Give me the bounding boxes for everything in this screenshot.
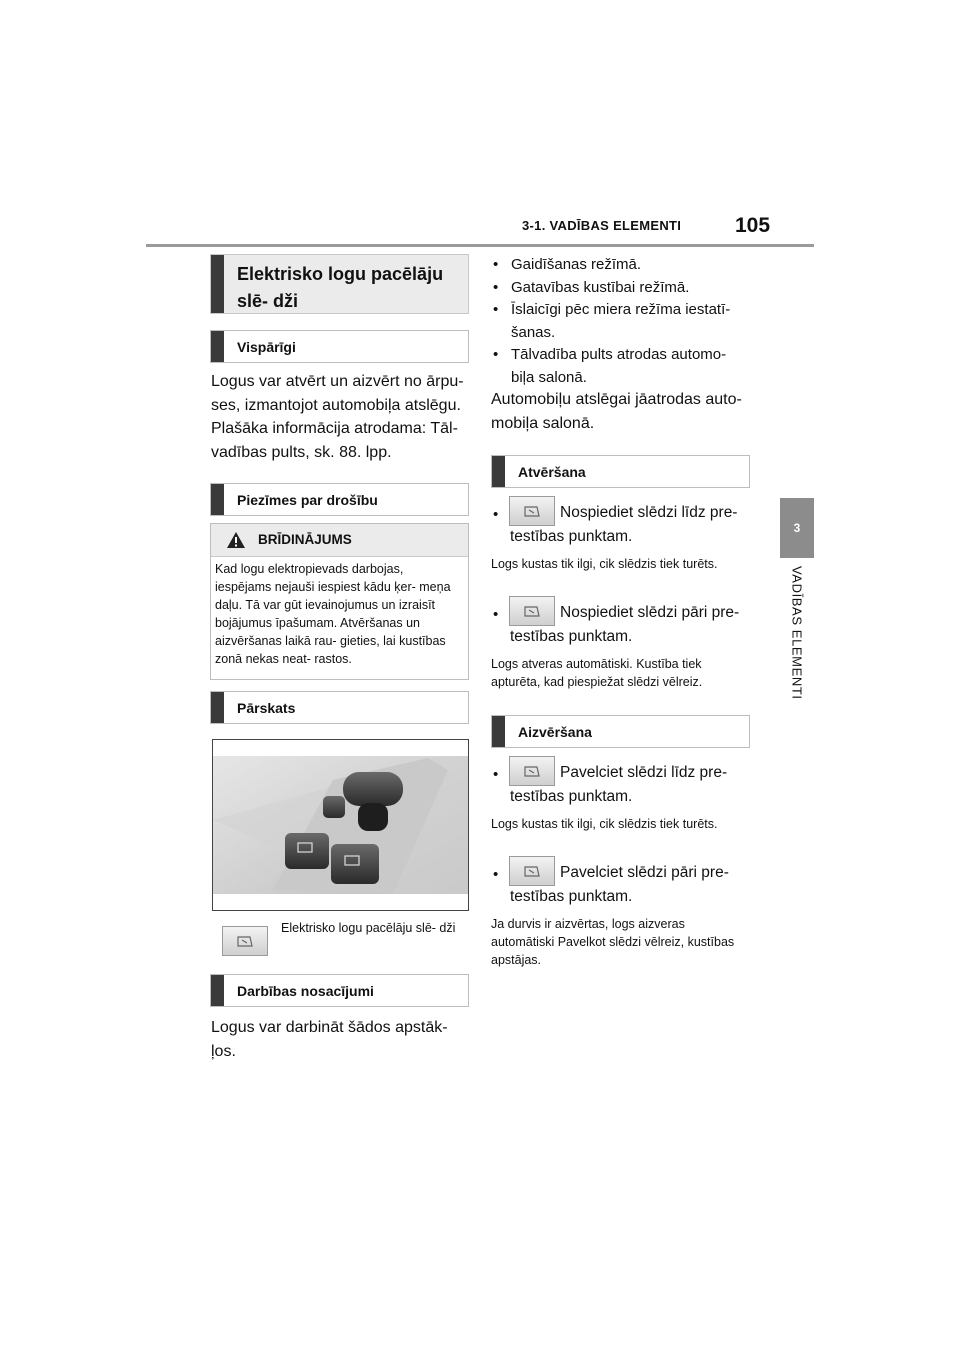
- open-note-1: Logs kustas tik ilgi, cik slēdzis tiek turēts.: [491, 557, 718, 571]
- heading-box-general: [210, 330, 469, 363]
- list-item: • Tālvadība pults atrodas automo- biļa salonā.: [491, 344, 753, 389]
- close-note-1: Logs kustas tik ilgi, cik slēdzis tiek turēts.: [491, 817, 718, 831]
- heading-box-conditions: [210, 974, 469, 1007]
- main-heading-box: [210, 254, 469, 314]
- chapter-label: VADĪBAS ELEMENTI: [789, 566, 805, 700]
- key-note: Automobiļu atslēgai jāatrodas auto- mobiļa salonā.: [491, 391, 742, 432]
- overview-caption: Elektrisko logu pacēlāju slē- dži: [281, 921, 456, 935]
- bullet: •: [493, 506, 499, 523]
- window-switch-illustration: [213, 740, 468, 910]
- open-item-2: Nospiediet slēdzi pāri pre- testības punktam.: [510, 604, 740, 645]
- section-title: 3-1. VADĪBAS ELEMENTI: [522, 218, 682, 233]
- warning-header: [211, 524, 468, 557]
- heading-close: Aizvēršana: [518, 724, 592, 740]
- general-paragraph-2: Plašāka informācija atrodama: Tāl- vadības pults, sk. 88. lpp.: [211, 420, 458, 461]
- heading-overview: Pārskats: [237, 700, 296, 716]
- heading-bar: [211, 255, 224, 313]
- heading-box-overview: [210, 691, 469, 724]
- open-item-1: Nospiediet slēdzi līdz pre- testības punktam.: [510, 504, 738, 545]
- main-heading: Elektrisko logu pacēlāju slē- dži: [237, 264, 444, 311]
- close-note-2: Ja durvis ir aizvērtas, logs aizveras automātiski Pavelkot slēdzi vēlreiz, kustības apstājas.: [491, 917, 735, 967]
- bullet: •: [493, 606, 499, 623]
- warning-title: BRĪDINĀJUMS: [258, 532, 352, 547]
- warning-icon: [226, 531, 246, 549]
- bullet: •: [493, 766, 499, 783]
- conditions-paragraph: Logus var darbināt šādos apstāk- ļos.: [211, 1019, 448, 1060]
- close-item-1: Pavelciet slēdzi līdz pre- testības punktam.: [510, 764, 728, 805]
- list-item: • Gatavības kustībai režīmā.: [491, 277, 753, 300]
- window-switch-icon: [222, 926, 268, 956]
- heading-general: Vispārīgi: [237, 339, 296, 355]
- heading-bar: [211, 975, 224, 1006]
- heading-bar: [492, 716, 505, 747]
- list-item: • Gaidīšanas režīmā.: [491, 254, 753, 277]
- bullet: •: [493, 866, 499, 883]
- heading-bar: [492, 456, 505, 487]
- heading-conditions: Darbības nosacījumi: [237, 983, 374, 999]
- heading-box-open: [491, 455, 750, 488]
- open-note-2: Logs atveras automātiski. Kustība tiek apturēta, kad piespiežat slēdzi vēlreiz.: [491, 657, 703, 689]
- heading-bar: [211, 331, 224, 362]
- heading-bar: [211, 484, 224, 515]
- close-item-2: Pavelciet slēdzi pāri pre- testības punktam.: [510, 864, 729, 905]
- chapter-tab: 3: [780, 498, 814, 558]
- general-paragraph-1: Logus var atvērt un aizvērt no ārpu- ses, izmantojot automobiļa atslēgu.: [211, 373, 464, 414]
- header-divider: [146, 244, 814, 247]
- heading-bar: [211, 692, 224, 723]
- heading-box-safety: [210, 483, 469, 516]
- heading-safety: Piezīmes par drošību: [237, 492, 378, 508]
- page-number: 105: [735, 214, 771, 237]
- warning-text: Kad logu elektropievads darbojas, iespējams nejauši iespiest kādu ķer- meņa daļu. Tā var gūt ievainojumus un izraisīt bojājumus īpašumam. Atvēršanas un aizvēršanas laikā rau- gieties, lai kustības zonā nekas neat- rastos.: [215, 562, 451, 666]
- window-switch-photo: [212, 739, 469, 911]
- conditions-list: [491, 254, 753, 389]
- window-switch-glyph: [237, 934, 253, 948]
- heading-open: Atvēršana: [518, 464, 586, 480]
- list-item: • Īslaicīgi pēc miera režīma iestatī- šanas.: [491, 299, 753, 344]
- heading-box-close: [491, 715, 750, 748]
- warning-box: [210, 523, 469, 680]
